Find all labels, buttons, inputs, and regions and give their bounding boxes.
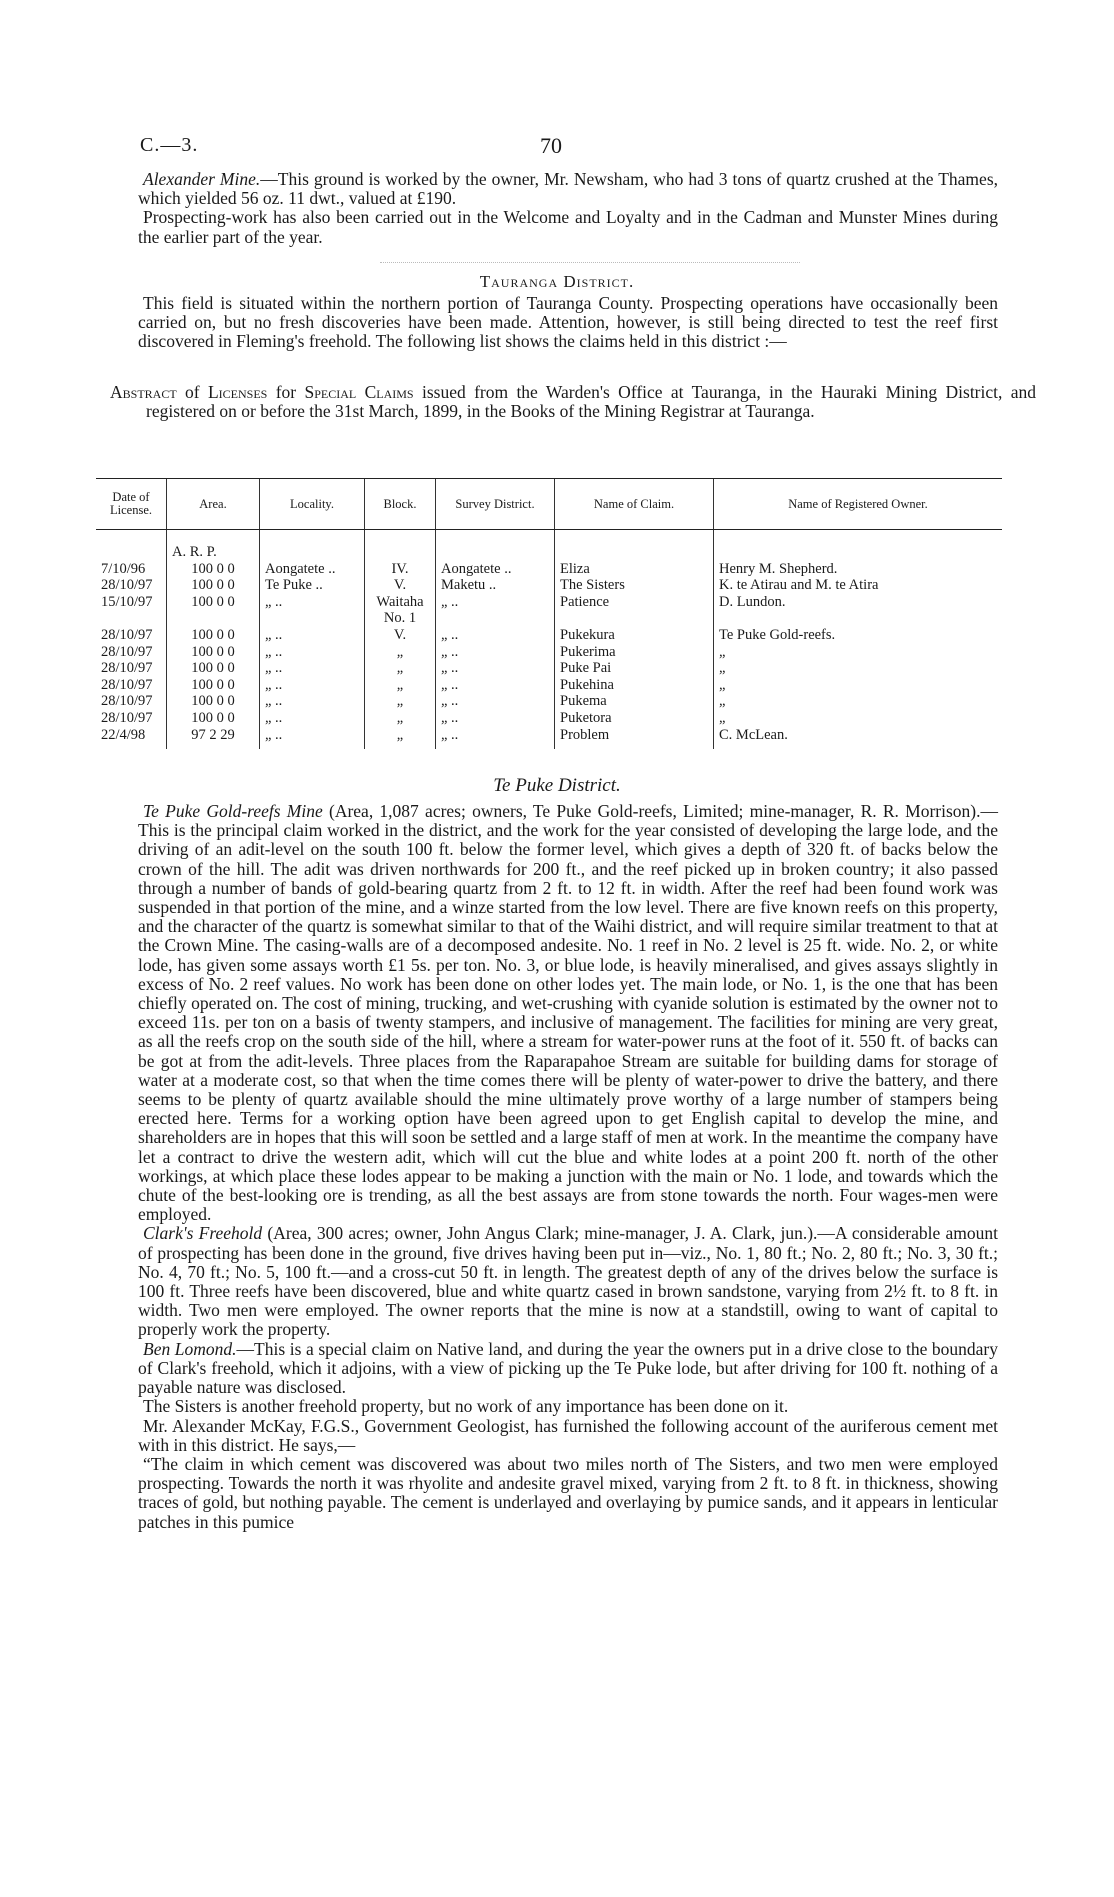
report-reference: C.—3. [140, 134, 199, 156]
cell-locality: „ .. [260, 727, 365, 750]
alexander-paragraph [138, 170, 998, 208]
ben-lomond-paragraph [138, 1340, 998, 1398]
cell-area: 100 0 0 [167, 577, 260, 594]
cell-owner: Henry M. Shepherd. [714, 561, 1003, 578]
tauranga-intro [138, 294, 998, 352]
cell-block: „ [365, 644, 436, 661]
cell-claim: Problem [555, 727, 714, 750]
cell-locality: „ .. [260, 677, 365, 694]
cell-date: 22/4/98 [101, 726, 146, 743]
tauranga-heading: Tauranga District. [479, 272, 635, 291]
clarks-freehold-title: Clark's Freehold [143, 1223, 263, 1244]
col-locality: Locality. [260, 479, 365, 530]
claims-table-header [96, 479, 1002, 530]
col-block: Block. [365, 479, 436, 530]
cell-block: „ [365, 693, 436, 710]
table-row [96, 627, 1002, 644]
cell-survey: „ .. [436, 594, 555, 627]
cell-area: 100 0 0 [167, 660, 260, 677]
cell-survey: „ .. [436, 660, 555, 677]
cell-area: 100 0 0 [167, 693, 260, 710]
cell-owner: D. Lundon. [714, 594, 1003, 627]
cell-date: 7/10/96 [101, 560, 146, 577]
cell-date: 28/10/97 [101, 626, 153, 643]
cell-date: 28/10/97 [101, 577, 153, 594]
tepuke-mine-text: (Area, 1,087 acres; owners, Te Puke Gold-reefs, Limited; mine-manager, R. R. Morrison).—This is the principal claim worked in the district, and the work for the year consisted of developing the large lode, and the driving of an adit-level on the south 100 ft. below the former level, which gives a depth of 320 ft. of backs below the crown of the hill. The adit was driven northwards for 200 ft., and the reef picked up in broken country; it also passed through a number of bands of gold-bearing quartz from 2 ft. to 12 ft. in width. After the reef had been found work was suspended in that portion of the mine, and a winze started from the low level. There are five known reefs on this property, and the character of the quartz is somewhat similar to that of the Waihi district, and will require similar treatment to that at the Crown Mine. The casing-walls are of a decomposed andesite. No. 1 reef in No. 2 level is 25 ft. wide. No. 2, or white lode, has given some assays worth £1 5s. per ton. No. 3, or blue lode, is heavily mineralised, and gives assays slightly in excess of No. 2 reef values. No work has been done on other lodes yet. The main lode, or No. 1, is the one that has been chiefly operated on. The cost of mining, trucking, and wet-crushing with cyanide solution is estimated by the owner not to exceed 11s. per ton on a basis of twenty stampers, and inclusive of management. The facilities for mining are very great, as all the reefs crop on the south side of the hill, where a stream for water-power runs at the foot of it. 550 ft. of backs can be got at from the adit-levels. Three places from the Raparapahoe Stream are suitable for building dams for storage of water at a moderate cost, so that when the time comes there will be plenty of water-power to drive the battery, and there seems to be plenty of quartz available should the mine ultimately prove worthy of a large number of stampers being erected here. Terms for a working option have been agreed upon to get English capital to develop the mine, and shareholders are in hopes that this will soon be settled and a large staff of men at work. In the meantime the company have let a contract to drive the western adit, which will cut the blue and white lodes at a point 200 ft. north of the other workings, at which place these lodes appear to be making a junction with the main or No. 1 lode, and towards which the chute of the best-looking ore is trending, as all the best assays are from stone towards the north. Four wages-men were employed. [138, 801, 998, 1225]
section-divider [380, 262, 800, 263]
abstract-licenses: Licenses [207, 382, 268, 402]
cell-area: 100 0 0 [167, 710, 260, 727]
cell-block: V. [365, 627, 436, 644]
table-row [96, 561, 1002, 578]
ben-lomond-title: Ben Lomond. [143, 1338, 237, 1359]
tepuke-mine-title: Te Puke Gold-reefs Mine [143, 801, 323, 821]
cell-owner: „ [714, 644, 1003, 661]
cell-date: 28/10/97 [101, 709, 153, 726]
cell-locality: Te Puke .. [260, 577, 365, 594]
abstract-for: for [267, 382, 305, 402]
cell-survey: „ .. [436, 710, 555, 727]
col-area: Area. [167, 479, 260, 530]
table-row [96, 660, 1002, 677]
cell-survey: „ .. [436, 727, 555, 750]
page-number: 70 [540, 133, 562, 158]
cell-survey: „ .. [436, 693, 555, 710]
abstract-of: of [176, 382, 208, 402]
cell-owner: K. te Atirau and M. te Atira [714, 577, 1003, 594]
cell-block: „ [365, 710, 436, 727]
ben-lomond-text: —This is a special claim on Native land, and during the year the owners put in a drive close to the boundary of Clark's freehold, which it adjoins, with a view of picking up the Te Puke lode, but after driving for 100 ft. nothing of a payable nature was disclosed. [138, 1338, 999, 1398]
table-row [96, 644, 1002, 661]
cell-locality: „ .. [260, 594, 365, 627]
cell-survey: „ .. [436, 627, 555, 644]
cell-claim: Pukema [555, 693, 714, 710]
cell-claim: Puketora [555, 710, 714, 727]
abstract-rest: issued from the Warden's Office at Tauranga, in the Hauraki Mining District, and registered on or before the 31st March, 1899, in the Books of the Mining Registrar at Tauranga. [146, 382, 1037, 422]
col-survey-district: Survey District. [436, 479, 555, 530]
cell-claim: Puke Pai [555, 660, 714, 677]
cell-survey: Maketu .. [436, 577, 555, 594]
tauranga-intro-text: This field is situated within the northern portion of Tauranga County. Prospecting operations have occasionally been carried on, but no fresh discoveries have been made. Attention, however, is still being directed to test the reef first discovered in Fleming's freehold. The following list shows the claims held in this district :— [138, 293, 998, 352]
cell-block: „ [365, 660, 436, 677]
cell-owner: C. McLean. [714, 727, 1003, 750]
cell-survey: Aongatete .. [436, 561, 555, 578]
alexander-title: Alexander Mine. [143, 169, 261, 189]
abstract-special-claims: Special Claims [304, 382, 414, 402]
cell-claim: The Sisters [555, 577, 714, 594]
cell-locality: „ .. [260, 660, 365, 677]
cell-area: 100 0 0 [167, 677, 260, 694]
cell-date: 28/10/97 [101, 693, 153, 710]
col-owner: Name of Registered Owner. [714, 479, 1003, 530]
cell-block: „ [365, 727, 436, 750]
cell-block: V. [365, 577, 436, 594]
cell-claim: Patience [555, 594, 714, 627]
table-row [96, 727, 1002, 750]
tepuke-gold-reefs-paragraph [138, 802, 998, 1224]
cell-locality: „ .. [260, 693, 365, 710]
cell-owner: „ [714, 710, 1003, 727]
mckay-paragraph: Mr. Alexander McKay, F.G.S., Government Geologist, has furnished the following account of the auriferous cement met with in this district. He says,— [138, 1415, 998, 1455]
cell-survey: „ .. [436, 677, 555, 694]
cell-claim: Pukekura [555, 627, 714, 644]
area-units-row [96, 530, 1002, 561]
cell-owner: „ [714, 677, 1003, 694]
cell-date: 28/10/97 [101, 643, 153, 660]
area-units: A. R. P. [167, 530, 260, 561]
cell-date: 28/10/97 [101, 676, 153, 693]
table-row [96, 577, 1002, 594]
cell-area: 100 0 0 [167, 644, 260, 661]
cell-block: „ [365, 677, 436, 694]
tepuke-heading: Te Puke District. [493, 775, 621, 796]
cell-date: 15/10/97 [101, 593, 153, 610]
tepuke-section [138, 802, 998, 1532]
table-row [96, 693, 1002, 710]
cell-area: 97 2 29 [167, 727, 260, 750]
alexander-section [138, 170, 998, 247]
cell-locality: „ .. [260, 710, 365, 727]
cell-claim: Eliza [555, 561, 714, 578]
cell-date: 28/10/97 [101, 660, 153, 677]
alexander-text: —This ground is worked by the owner, Mr. Newsham, who had 3 tons of quartz crushed at the Thames, which yielded 56 oz. 11 dwt., valued at £190. [138, 169, 998, 209]
cell-claim: Pukehina [555, 677, 714, 694]
prospecting-paragraph: Prospecting-work has also been carried out in the Welcome and Loyalty and in the Cadman and Munster Mines during the earlier part of the year. [138, 207, 998, 247]
clarks-freehold-paragraph [138, 1224, 998, 1339]
sisters-paragraph: The Sisters is another freehold property, but no work of any importance has been done on it. [143, 1396, 789, 1417]
table-row [96, 710, 1002, 727]
cell-claim: Pukerima [555, 644, 714, 661]
cell-area: 100 0 0 [167, 594, 260, 627]
cell-owner: „ [714, 660, 1003, 677]
col-claim-name: Name of Claim. [555, 479, 714, 530]
col-date: Date of License. [96, 479, 167, 530]
cell-locality: „ .. [260, 644, 365, 661]
cell-block: IV. [365, 561, 436, 578]
claims-table [96, 478, 1002, 749]
cell-area: 100 0 0 [167, 627, 260, 644]
cell-locality: Aongatete .. [260, 561, 365, 578]
cell-locality: „ .. [260, 627, 365, 644]
cell-owner: Te Puke Gold-reefs. [714, 627, 1003, 644]
cell-survey: „ .. [436, 644, 555, 661]
mckay-quote-paragraph: “The claim in which cement was discovered was about two miles north of The Sisters, and two men were employed prospecting. Towards the north it was rhyolite and andesite gravel mixed, varying from 2 ft. to 8 ft. in thickness, showing traces of gold, but nothing payable. The cement is underlayed and overlaying by pumice sands, and it appears in lenticular patches in this pumice [138, 1453, 998, 1532]
abstract-caption [110, 383, 1036, 421]
abstract-word: Abstract [110, 382, 177, 402]
cell-owner: „ [714, 693, 1003, 710]
table-row [96, 594, 1002, 627]
clarks-freehold-text: (Area, 300 acres; owner, John Angus Clark; mine-manager, J. A. Clark, jun.).—A considerable amount of prospecting has been done in the ground, five drives having been put in—viz., No. 1, 80 ft.; No. 2, 80 ft.; No. 3, 30 ft.; No. 4, 70 ft.; No. 5, 100 ft.—and a cross-cut 50 ft. in length. The greatest depth of any of the drives below the surface is 100 ft. Three reefs have been discovered, blue and white quartz cased in brown sandstone, varying from 2½ ft. to 8 ft. in width. Two men were employed. The owner reports that the mine is now at a standstill, owing to want of capital to properly work the property. [138, 1223, 998, 1340]
claims-table-body [96, 530, 1002, 750]
table-row [96, 677, 1002, 694]
cell-area: 100 0 0 [167, 561, 260, 578]
cell-block: Waitaha No. 1 [365, 594, 436, 627]
